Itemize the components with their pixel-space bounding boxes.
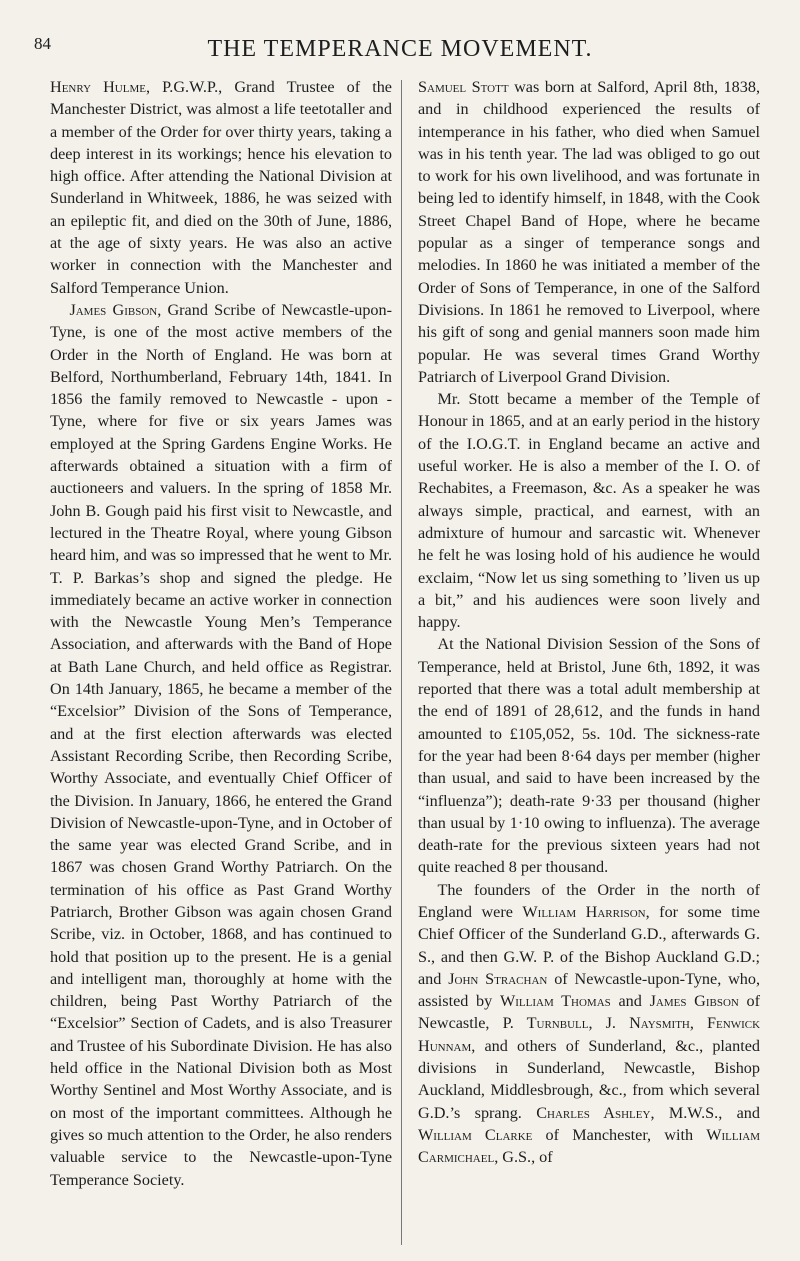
paragraph-founders <box>418 879 760 1169</box>
running-title: THE TEMPERANCE MOVEMENT. <box>207 36 593 62</box>
text-segment: , and others of Sunderland, &c., planted divisions in Sunderland, Newcastle, Bishop Auckland, Middlesbrough, &c., from which several G.D.’s sprang. <box>418 1036 760 1122</box>
text-segment: of Newcastle-upon-Tyne, who, assisted by <box>418 969 761 1011</box>
person-name: Henry Hulme <box>50 78 146 96</box>
person-name: James Gibson <box>649 992 739 1011</box>
person-name: James Gibson <box>69 300 158 319</box>
person-name: J. Naysmith <box>605 1014 690 1033</box>
text-segment: , for some time Chief Officer of the Sunderland G.D., afterwards G. S., and then G.W. P. of the Bishop Auckland G.D.; and <box>418 902 760 988</box>
text-segment: , <box>588 1014 606 1033</box>
paragraph-text: , Grand Scribe of Newcastle-upon-Tyne, is one of the most active members of the Order in the North of England. He was born at Belford, Northumberland, February 14th, 1841. In 1856 the family removed to Newcastle - upon - Tyne, where for five or six years James was employed at the Spring Gardens Engine Works. He afterwards obtained a situation with a firm of auctioneers and valuers. In the spring of 1858 Mr. John B. Gough paid his first visit to Newcastle, and lectured in the Theatre Royal, where young Gibson heard him, and was so impressed that he went to Mr. T. P. Barkas’s shop and signed the pledge. He immediately became an active worker in connection with the Newcastle Young Men’s Temperance Association, and afterwards with the Band of Hope at Bath Lane Church, and held office as Registrar. On 14th January, 1865, he became a member of the “Excelsior” Division of the Sons of Temperance, and at the first election afterwards was elected Assistant Recording Scribe, then Recording Scribe, Worthy Associate, and eventually Chief Officer of the Division. In January, 1866, he entered the Grand Division of Newcastle-upon-Tyne, and in October of the same year was elected Grand Scribe, and in 1867 was chosen Grand Worthy Patriarch. On the termination of his office as Past Grand Worthy Patriarch, Brother Gibson was again chosen Grand Scribe, viz. in October, 1868, and has continued to hold that position up to the present. He is a genial and intelligent man, thoroughly at home with the children, being Past Worthy Patriarch of the “Excelsior” Section of Cadets, and is also Treasurer and Trustee of his Subordinate Division. He has also held office in the National Division both as Most Worthy Sentinel and Most Worthy Associate, and is on most of the important committees. Although he gives so much attention to the Order, he also renders valuable service to the Newcastle-upon-Tyne Temperance Society. <box>50 300 392 1189</box>
text-segment: of Manchester, with <box>532 1125 707 1144</box>
person-name: Samuel Stott <box>418 78 509 96</box>
left-column <box>50 76 392 1191</box>
page-number: 84 <box>34 34 51 53</box>
paragraph-stott-continued: Mr. Stott became a member of the Temple of Honour in 1865, and at an early period in the history of the I.O.G.T. in England became an active and useful worker. He is also a member of the I. O. of Rechabites, a Freemason, &c. As a speaker he was always simple, practical, and earnest, with an admixture of humour and sarcastic wit. Whenever he felt he was losing hold of his audience he would exclaim, “Now let us sing something to ’liven us up a bit,” and his audiences were soon lively and happy. <box>418 390 760 632</box>
right-column <box>418 76 760 1169</box>
text-segment: , G.S., of <box>494 1148 553 1167</box>
person-name: William Harrison <box>522 902 646 921</box>
text-segment: and <box>610 992 650 1011</box>
person-name: Charles Ashley <box>536 1103 651 1122</box>
paragraph-text: , P.G.W.P., Grand Trustee of the Manchester District, was almost a life teetotaller and a member of the Order for over thirty years, taking a deep interest in its workings; hence his elevation to high office. After attending the National Division at Sunderland in Whitweek, 1886, he was seized with an epileptic fit, and died on the 30th of June, 1886, at the age of sixty years. He was also an active worker in connection with the Manchester and Salford Temperance Union. <box>50 78 392 297</box>
person-name: Fenwick Hunnam <box>418 1014 761 1055</box>
text-segment: , M.W.S., and <box>650 1103 760 1122</box>
text-segment: The founders of the Order in the north of England were <box>418 880 760 921</box>
text-segment: of Newcastle, <box>418 992 761 1033</box>
paragraph-text: was born at Salford, April 8th, 1838, and in childhood experienced the results of intemperance in his father, who died when Samuel was in his tenth year. The lad was obliged to go out to work for his own livelihood, and was fortunate in being led to identify himself, in 1848, with the Cook Street Chapel Band of Hope, where he became popular as a singer of temperance songs and melodies. In 1860 he was initiated a member of the Order of Sons of Temperance, in one of the Salford Divisions. In 1861 he removed to Liverpool, where his gift of song and genial manners soon made him popular. He was several times Grand Worthy Patriarch of Liverpool Grand Division. <box>418 78 760 386</box>
paragraph-hulme <box>50 76 392 299</box>
column-divider <box>401 80 402 1245</box>
person-name: William Carmichael <box>418 1125 760 1167</box>
paragraph-stott <box>418 76 760 388</box>
person-name: William Clarke <box>418 1125 533 1144</box>
person-name: John Strachan <box>448 969 548 988</box>
text-segment: , <box>689 1014 708 1033</box>
person-name: P. Turnbull <box>502 1014 589 1033</box>
paragraph-gibson <box>50 299 392 1191</box>
paragraph-national-division: At the National Division Session of the Sons of Temperance, held at Bristol, June 6th, 1892, it was reported that there was a total adult membership at the end of 1891 of 28,612, and the funds in hand amounted to £105,052, 5s. 10d. The sickness-rate for the year had been 8·64 days per member (higher than usual, and said to have been increased by the “influenza”); death-rate 9·33 per thousand (higher than usual by 1·10 owing to influenza). The average death-rate for the previous sixteen years had not quite reached 8 per thousand. <box>418 635 760 877</box>
person-name: William Thomas <box>499 992 611 1011</box>
